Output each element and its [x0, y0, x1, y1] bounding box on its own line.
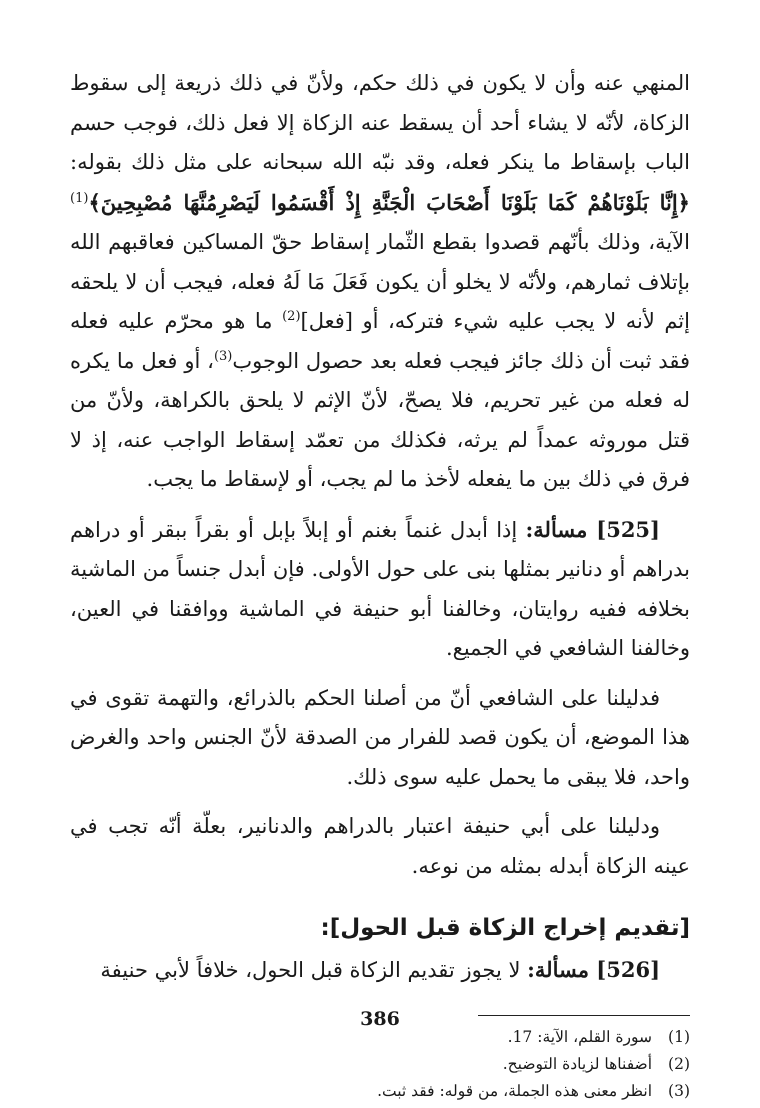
main-text: [70, 64, 690, 886]
quran-verse: ﴿إِنَّا بَلَوْنَاهُمْ كَمَا بَلَوْنَا أَصْحَابَ الْجَنَّةِ إِذْ أَقْسَمُوا لَيَصْرِمُنَّهَا مُصْبِحِينَ﴾: [88, 189, 690, 215]
text-run: ما هو محرّم عليه فعله فقد ثبت أن ذلك جائز فيجب فعله بعد حصول الوجوب: [70, 309, 690, 373]
footnote-text: انظر معنى هذه الجملة، من قوله: فقد ثبت.: [377, 1081, 652, 1100]
footnote-ref-3: (3): [213, 348, 233, 364]
footnote-number: (2): [668, 1054, 690, 1073]
section-heading: [تقديم إخراج الزكاة قبل الحول]:: [320, 915, 690, 941]
paragraph-issue-525: [70, 510, 690, 669]
text-run: إذا أبدل غنماً بغنم أو إبلاً بإبل أو بقراً ببقر أو دراهم بدراهم أو دنانير بمثلها بنى على حول الأولى. فإن أبدل جنساً من الماشية بخلافه ففيه روايتان، وخالفنا أبو حنيفة في الماشية ووافقنا في العين، وخالفنا الشافعي في الجميع.: [70, 517, 690, 660]
footnote-ref-1: (1): [70, 190, 89, 206]
main-text-continued: [70, 950, 690, 991]
paragraph-issue-526: [70, 950, 690, 991]
paragraph-argument-abu-hanifa: ودليلنا على أبي حنيفة اعتبار بالدراهم والدنانير، بعلّة أنّه تجب في عينه الزكاة أبدله بمثله من نوعه.: [70, 814, 690, 878]
page-number: 386: [360, 1008, 400, 1030]
issue-number: [525] مسألة:: [525, 516, 660, 542]
paragraph-argument-shafii: فدليلنا على الشافعي أنّ من أصلنا الحكم بالذرائع، والتهمة تقوى في هذا الموضع، أن يكون قصد للفرار من الصدقة لأنّ الجنس واحد والغرض واحد، فلا يبقى ما يحمل عليه سوى ذلك.: [70, 685, 690, 789]
footnote-text: سورة القلم، الآية: 17.: [507, 1027, 652, 1046]
footnote-text: أضفناها لزيادة التوضيح.: [502, 1054, 652, 1073]
footnote-ref-2: (2): [282, 309, 301, 324]
footnotes: [70, 1024, 690, 1105]
text-run: ، أو فعل ما يكره له فعله من غير تحريم، فلا يصحّ، لأنّ الإثم لا يلحق بالكراهة، ولأنّ من قتل موروثه عمداً لم يرثه، فكذلك من تعمّد إسقاط الواجب عنه، إذ لا فرق في ذلك بين ما يفعله لأخذ ما لم يجب، أو لإسقاط ما يجب.: [70, 348, 690, 491]
footnote-number: (1): [668, 1027, 690, 1046]
footnote-item: [70, 1051, 690, 1078]
paragraph-continuation: [70, 64, 690, 500]
text-run: الآية، وذلك بأنّهم قصدوا بقطع الثّمار إسقاط حقّ المساكين فعاقبهم الله بإتلاف ثمارهم، ولأنّه لا يخلو أن يكون فَعَلَ مَا لَهُ فعله، فيجب أن لا يلحقه إثم لأنه لا يجب عليه شيء فتركه، أو [فعل]: [70, 230, 690, 333]
issue-number: [526] مسألة:: [527, 957, 660, 982]
text-run: المنهي عنه وأن لا يكون في ذلك حكم، ولأنّ في ذلك ذريعة إلى سقوط الزكاة، لأنّه لا يشاء أحد أن يسقط عنه الزكاة إلا فعل ذلك، فوجب حسم الباب بإسقاط ما ينكر فعله، وقد نبّه الله سبحانه على مثل ذلك بقوله:: [70, 71, 690, 174]
footnote-number: (3): [668, 1081, 690, 1100]
text-run: لا يجوز تقديم الزكاة قبل الحول، خلافاً لأبي حنيفة: [100, 958, 528, 982]
footnote-item: [70, 1078, 690, 1105]
